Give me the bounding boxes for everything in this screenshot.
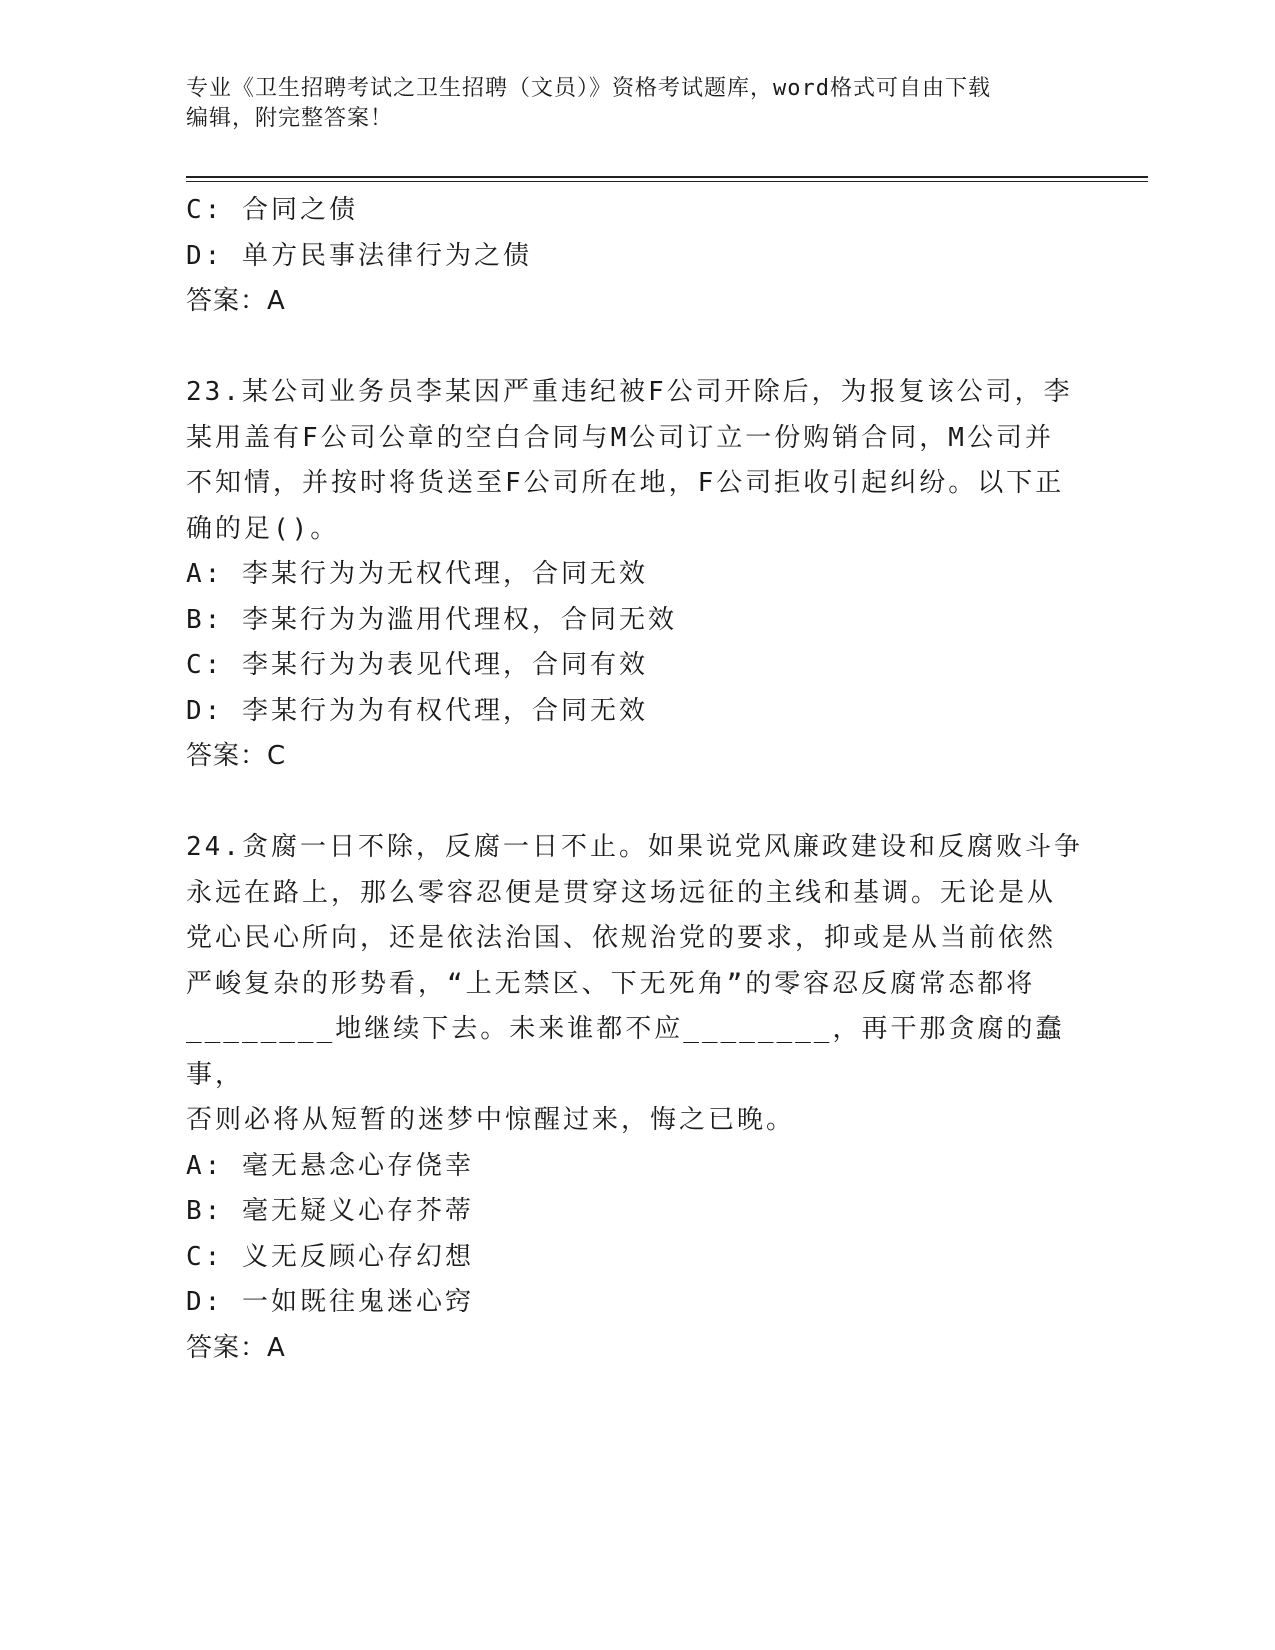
answer-line: 答案：A: [186, 286, 286, 316]
option-d: D: 一如既往鬼迷心窍: [186, 1287, 474, 1317]
header-line-2: 编辑，附完整答案！: [186, 106, 394, 131]
spacer: [186, 780, 1086, 826]
option-a: A: 李某行为为无权代理，合同无效: [186, 559, 648, 589]
prev-question-block: [186, 188, 1086, 325]
stem-line: 党心民心所向，还是依法治国、依规治党的要求，抑或是从当前依然: [186, 923, 1057, 953]
stem-line: 确的足()。: [186, 513, 340, 544]
option-d: D: 单方民事法律行为之债: [186, 240, 532, 271]
answer-line: 答案：A: [186, 1332, 286, 1363]
option-b: B: 毫无疑义心存芥蒂: [186, 1196, 474, 1226]
question-content: [186, 188, 1086, 1371]
option-c: C: 义无反顾心存幻想: [186, 1241, 474, 1272]
answer-line: 答案：C: [186, 741, 287, 771]
document-header: [186, 74, 1066, 134]
question-23-stem: [186, 370, 1086, 552]
stem-line: 23.某公司业务员李某因严重违纪被F公司开除后，为报复该公司，李: [186, 377, 1073, 407]
stem-line: 严峻复杂的形势看，“上无禁区、下无死角”的零容忍反腐常态都将: [186, 968, 1036, 999]
stem-line: 某用盖有F公司公章的空白合同与M公司订立一份购销合同，M公司并: [186, 422, 1054, 453]
question-23-block: [186, 370, 1086, 780]
question-24-stem: [186, 825, 1086, 1144]
question-24-block: [186, 825, 1086, 1371]
option-b: B: 李某行为为滥用代理权，合同无效: [186, 604, 677, 635]
stem-line: 否则必将从短暂的迷梦中惊醒过来，悔之已晚。: [186, 1105, 796, 1135]
option-d: D: 李某行为为有权代理，合同无效: [186, 695, 648, 726]
spacer: [186, 325, 1086, 371]
header-divider-thin: [186, 181, 1148, 182]
option-a: A: 毫无悬念心存侥幸: [186, 1150, 474, 1181]
stem-line: 24.贪腐一日不除，反腐一日不止。如果说党风廉政建设和反腐败斗争: [186, 832, 1083, 862]
header-divider-thick: [186, 176, 1148, 178]
stem-line: 永远在路上，那么零容忍便是贯穿这场远征的主线和基调。无论是从: [186, 877, 1057, 908]
stem-line: ________地继续下去。未来谁都不应________，再干那贪腐的蠢事，: [186, 1014, 1065, 1090]
option-c: C: 合同之债: [186, 195, 358, 225]
stem-line: 不知情，并按时将货送至F公司所在地，F公司拒收引起纠纷。以下正: [186, 468, 1065, 498]
option-c: C: 李某行为为表见代理，合同有效: [186, 650, 648, 680]
header-line-1: 专业《卫生招聘考试之卫生招聘（文员）》资格考试题库，word格式可自由下载: [186, 76, 991, 101]
